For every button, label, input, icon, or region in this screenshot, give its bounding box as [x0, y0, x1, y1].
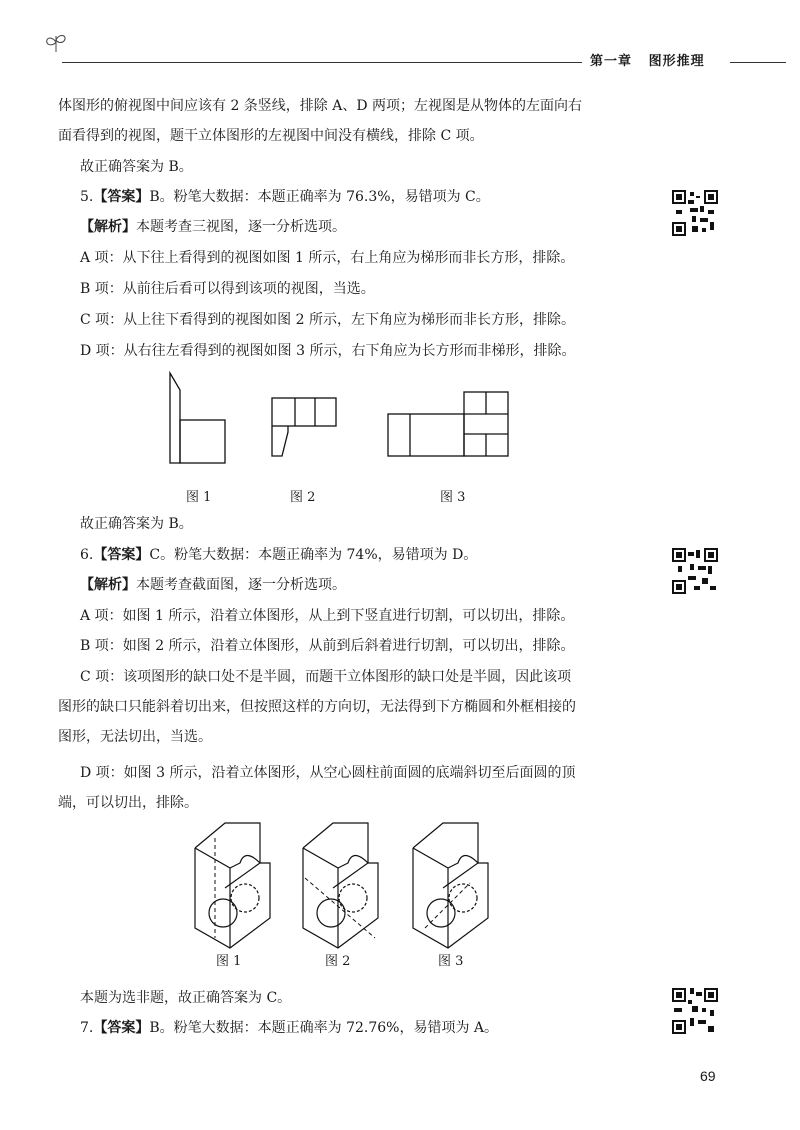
leaf-icon	[44, 32, 68, 54]
figure-caption: 图 2	[325, 954, 351, 969]
text-line: D 项：如图 3 所示，沿着立体图形，从空心圆柱前面圆的底端斜切至后面圆的顶	[80, 765, 576, 781]
qr-code-icon[interactable]	[672, 548, 718, 594]
analysis-label: 【解析】	[80, 219, 136, 235]
answer-text: B。粉笔大数据：本题正确率为 72.76%，易错项为 A。	[149, 1020, 499, 1036]
text-line: 故正确答案为 B。	[80, 159, 193, 175]
text-line: A 项：如图 1 所示，沿着立体图形，从上到下竖直进行切割，可以切出，排除。	[80, 608, 575, 624]
page-number: 69	[700, 1068, 716, 1084]
figure-caption: 图 1	[216, 954, 242, 969]
text-line: C 项：该项图形的缺口处不是半圆，而题干立体图形的缺口处是半圆，因此该项	[80, 669, 572, 685]
text-line: C 项：从上往下看得到的视图如图 2 所示，左下角应为梯形而非长方形，排除。	[80, 312, 575, 328]
section-label: 图形推理	[648, 54, 705, 69]
answer-label: 【答案】	[93, 547, 150, 563]
text-line: 图形，无法切出，当选。	[58, 729, 212, 745]
question-number: 7.	[80, 1020, 94, 1036]
question-number: 6.	[80, 547, 94, 563]
analysis-line-6	[80, 575, 670, 595]
text-line: A 项：从下往上看得到的视图如图 1 所示，右上角应为梯形而非长方形，排除。	[80, 250, 575, 266]
figure-2-block	[303, 823, 378, 948]
running-header	[590, 50, 705, 69]
answer-line-6	[80, 545, 670, 565]
answer-label: 【答案】	[93, 189, 150, 205]
figure-1-drawing	[170, 373, 225, 463]
figure-caption: 图 1	[186, 490, 212, 505]
header-rule-right	[730, 62, 786, 63]
text-line: B 项：如图 2 所示，沿着立体图形，从前到后斜着进行切割，可以切出，排除。	[80, 638, 575, 654]
header-rule	[62, 62, 582, 63]
answer-text: B。粉笔大数据：本题正确率为 76.3%，易错项为 C。	[149, 189, 490, 205]
figure-caption: 图 3	[440, 490, 466, 505]
figure-3-block	[413, 823, 488, 948]
three-view-figures	[160, 368, 520, 478]
figure-caption: 图 2	[290, 490, 316, 505]
analysis-label: 【解析】	[80, 577, 136, 593]
qr-code-icon[interactable]	[672, 190, 718, 236]
answer-line-5	[80, 187, 670, 207]
figure-3-drawing	[388, 392, 508, 456]
section-figures	[185, 818, 505, 950]
answer-text: C。粉笔大数据：本题正确率为 74%，易错项为 D。	[149, 547, 478, 563]
text-line: 图形的缺口只能斜着切出来，但按照这样的方向切，无法得到下方椭圆和外框相接的	[58, 699, 576, 715]
analysis-line-5	[80, 217, 670, 237]
figure-2-drawing	[272, 398, 336, 456]
analysis-text: 本题考查截面图，逐一分析选项。	[136, 577, 346, 593]
text-line: D 项：从右往左看得到的视图如图 3 所示，右下角应为长方形而非梯形，排除。	[80, 343, 576, 359]
qr-code-icon[interactable]	[672, 988, 718, 1034]
text-line: 故正确答案为 B。	[80, 516, 193, 532]
figure-caption: 图 3	[438, 954, 464, 969]
text-line: 本题为选非题，故正确答案为 C。	[80, 990, 292, 1006]
chapter-label: 第一章	[590, 54, 633, 69]
answer-label: 【答案】	[93, 1020, 150, 1036]
figure-1-block	[195, 823, 270, 948]
answer-line-7	[80, 1018, 670, 1038]
question-number: 5.	[80, 189, 94, 205]
text-line: 端，可以切出，排除。	[58, 795, 198, 811]
analysis-text: 本题考查三视图，逐一分析选项。	[136, 219, 346, 235]
text-line: B 项：从前往后看可以得到该项的视图，当选。	[80, 281, 375, 297]
text-line: 面看得到的视图，题干立体图形的左视图中间没有横线，排除 C 项。	[58, 128, 484, 144]
text-line: 体图形的俯视图中间应该有 2 条竖线，排除 A、D 两项；左视图是从物体的左面向右	[58, 98, 583, 114]
